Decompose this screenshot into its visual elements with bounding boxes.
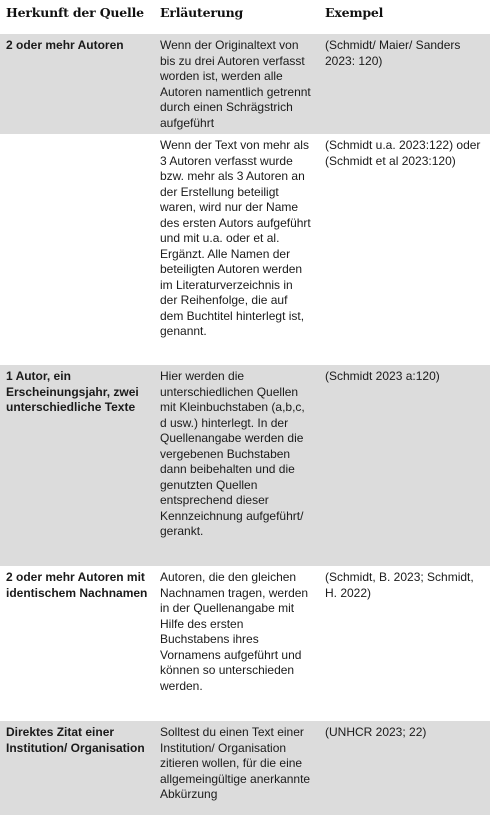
cell-explanation: Autoren, die den gleichen Nachnamen tragen, werden in der Quellenangabe mit Hilfe des ersten Buchstabens ihres Vornamens aufgeführt und können so unterschieden werden. (160, 570, 309, 693)
cell-source: 2 oder mehr Autoren mit identischem Nachnamen (6, 570, 148, 600)
cell-explanation: Wenn der Text von mehr als 3 Autoren verfasst wurde bzw. mehr als 3 Autoren an der Erstellung beteiligt waren, wird nur der Name des ersten Autors aufgeführt und mit u.a. oder et al. Ergänzt. Alle Namen der beteiligten Autoren werden im Literaturverzeichnis in der Reihenfolge, die auf dem Buchtitel hinterlegt ist, genannt. (160, 138, 311, 338)
table-row (0, 566, 490, 721)
header-source: Herkunft der Quelle (6, 5, 144, 20)
table-row (0, 34, 490, 134)
cell-source: 1 Autor, ein Erscheinungsjahr, zwei unterschiedliche Texte (0, 365, 154, 566)
cell-example: (UNHCR 2023; 22) (319, 721, 490, 815)
cell-example: (Schmidt u.a. 2023:122) oder (Schmidt et al 2023:120) (325, 138, 481, 168)
cell-source (0, 134, 154, 365)
table-row (0, 365, 490, 566)
table-header-row (0, 0, 490, 34)
table-row (0, 721, 490, 815)
header-example: Exempel (325, 5, 384, 20)
cell-example: (Schmidt 2023 a:120) (319, 365, 490, 566)
cell-source: Direktes Zitat einer Institution/ Organisation (0, 721, 154, 815)
cell-example: (Schmidt/ Maier/ Sanders 2023: 120) (319, 34, 490, 134)
cell-explanation: Wenn der Originaltext von bis zu drei Autoren verfasst worden ist, werden alle Autoren namentlich getrennt durch einen Schrägstrich aufgeführt (154, 34, 319, 134)
header-explanation: Erläuterung (160, 5, 244, 20)
table-row (0, 134, 490, 365)
cell-example: (Schmidt, B. 2023; Schmidt, H. 2022) (325, 570, 474, 600)
cell-explanation: Solltest du einen Text einer Institution/ Organisation zitieren wollen, für die eine allgemeingültige anerkannte Abkürzung (154, 721, 319, 815)
cell-source: 2 oder mehr Autoren (0, 34, 154, 134)
cell-explanation: Hier werden die unterschiedlichen Quellen mit Kleinbuchstaben (a,b,c, d usw.) hinterlegt. In der Quellenangabe werden die vergebenen Buchstaben dann beibehalten und die genutzten Quellen entsprechend dieser Kennzeichnung aufgeführt/ gerankt. (154, 365, 319, 566)
